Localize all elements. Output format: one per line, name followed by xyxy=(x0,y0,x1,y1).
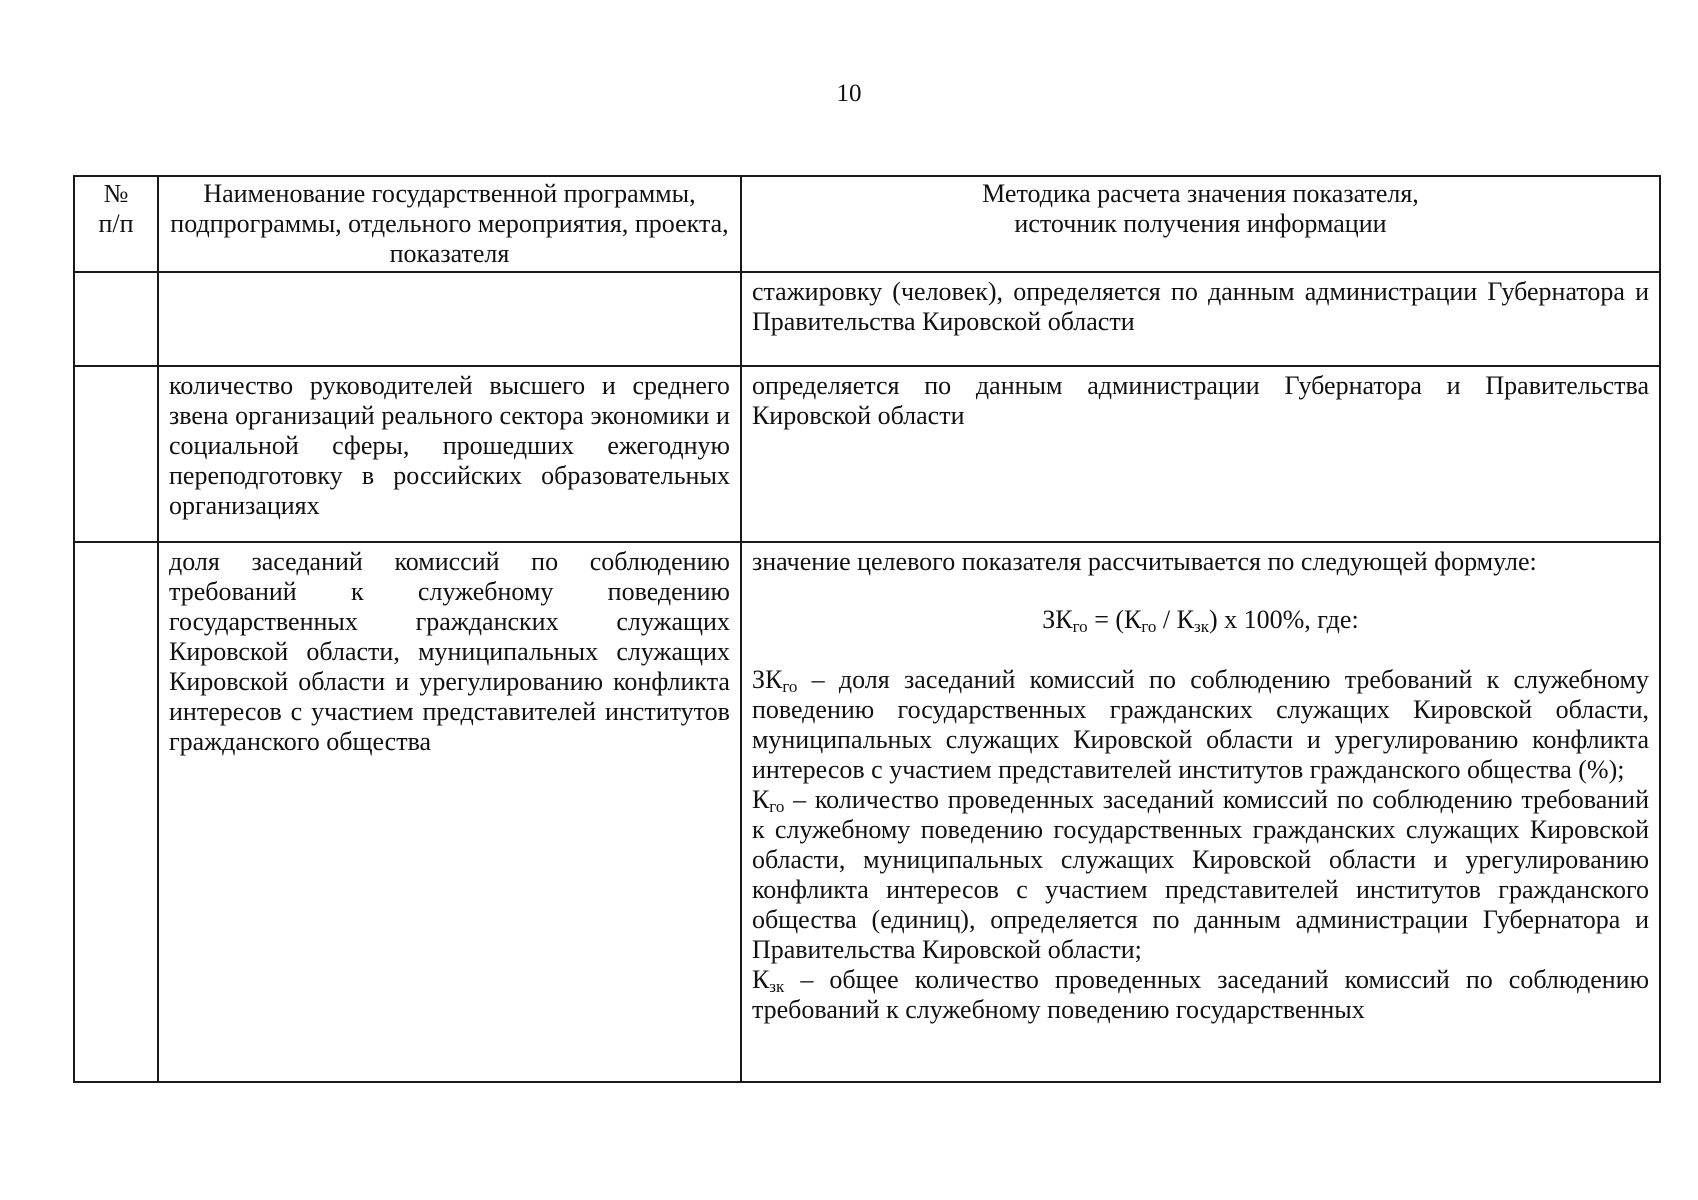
header-num: № п/п xyxy=(74,176,158,272)
definition xyxy=(752,665,1649,785)
cell-method xyxy=(741,542,1660,1082)
header-name: Наименование государственной программы, подпрограммы, отдельного мероприятия, проекта, показателя xyxy=(158,176,741,272)
page-number: 10 xyxy=(836,80,862,107)
formula-num-sub: го xyxy=(1141,617,1157,636)
definition-sub: го xyxy=(769,797,785,816)
formula-div: / К xyxy=(1156,605,1194,634)
cell-method: определяется по данным администрации Губернатора и Правительства Кировской области xyxy=(741,366,1660,542)
table-row xyxy=(74,366,1660,542)
definition-symbol: К xyxy=(751,965,770,994)
definition-text: – количество проведенных заседаний комиссий по соблюдению требований к служебному поведению государственных гражданских служащих Кировской области, муниципальных служащих Кировской области и урегулированию конфликта интересов с участием представителей институтов гражданского общества (единиц), определяется по данным администрации Губернатора и Правительства Кировской области; xyxy=(751,785,1649,964)
cell-name: доля заседаний комиссий по соблюдению требований к служебному поведению государственных гражданских служащих Кировской области, муниципальных служащих Кировской области и урегулированию конфликта интересов с участием представителей институтов гражданского общества xyxy=(158,542,741,1082)
definition-symbol: К xyxy=(751,785,770,814)
header-method: Методика расчета значения показателя, источник получения информации xyxy=(741,176,1660,272)
definition-text: – доля заседаний комиссий по соблюдению требований к служебному поведению государственных гражданских служащих Кировской области, муниципальных служащих Кировской области и урегулированию конфликта интересов с участием представителей институтов гражданского общества (%); xyxy=(751,665,1649,784)
definition-sub: го xyxy=(782,677,798,696)
cell-num xyxy=(74,366,158,542)
indicator-table xyxy=(73,175,1661,1083)
formula xyxy=(752,605,1649,635)
definition xyxy=(752,965,1649,1025)
formula-tail: ) х 100%, где: xyxy=(1208,605,1359,634)
definition-text: – общее количество проведенных заседаний комиссий по соблюдению требований к служебному поведению государственных xyxy=(751,965,1649,1024)
cell-name: количество руководителей высшего и среднего звена организаций реального сектора экономики и социальной сферы, прошедших ежегодную переподготовку в российских образовательных организациях xyxy=(158,366,741,542)
definition-sub: зк xyxy=(769,977,785,996)
method-intro: значение целевого показателя рассчитывается по следующей формуле: xyxy=(751,547,1537,576)
definition xyxy=(752,785,1649,965)
formula-den-sub: зк xyxy=(1194,617,1209,636)
formula-lhs: ЗК xyxy=(1042,605,1073,634)
cell-num xyxy=(74,542,158,1082)
table-row xyxy=(74,542,1660,1082)
table-header-row xyxy=(74,176,1660,272)
cell-name xyxy=(158,272,741,366)
definition-symbol: ЗК xyxy=(751,665,783,694)
formula-lhs-sub: го xyxy=(1072,617,1088,636)
formula-eq: = (К xyxy=(1087,605,1142,634)
cell-method: стажировку (человек), определяется по данным администрации Губернатора и Правительства Кировской области xyxy=(741,272,1660,366)
cell-num xyxy=(74,272,158,366)
table-row xyxy=(74,272,1660,366)
